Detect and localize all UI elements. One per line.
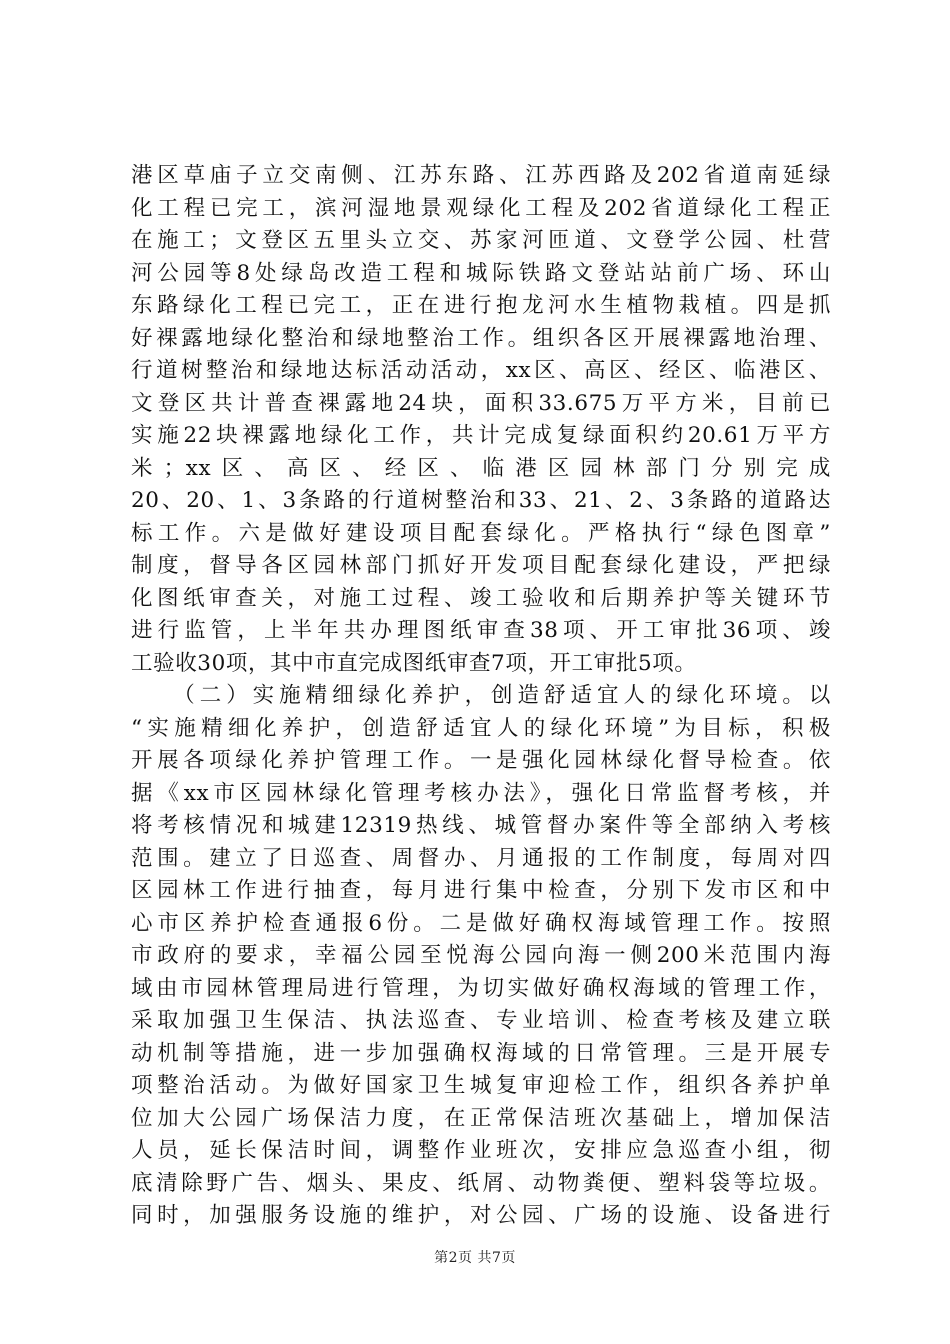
text-line: 化工程已完工，滨河湿地景观绿化工程及202省道绿化工程正 [131, 195, 831, 221]
text-line: 范围。建立了日巡查、周督办、月通报的工作制度，每周对四 [131, 845, 831, 871]
text-line: 制度，督导各区园林部门抓好开发项目配套绿化建设，严把绿 [131, 553, 831, 578]
text-line: 河公园等8处绿岛改造工程和城际铁路文登站站前广场、环山 [131, 260, 831, 286]
text-line: 域由市园林管理局进行管理，为切实做好确权海域的管理工作， [131, 975, 831, 1001]
text-line: 动机制等措施，进一步加强确权海域的日常管理。三是开展专 [131, 1040, 831, 1066]
text-line: 采取加强卫生保洁、执法巡查、专业培训、检查考核及建立联 [131, 1008, 831, 1033]
text-line: 位加大公园广场保洁力度，在正常保洁班次基础上，增加保洁 [131, 1105, 831, 1131]
text-line-paragraph-end: 工验收30项，其中市直完成图纸审查7项，开工审批5项。 [131, 650, 697, 676]
text-line: 实施22块裸露地绿化工作，共计完成复绿面积约20.61万平方 [131, 423, 831, 448]
body-text [131, 160, 831, 1233]
text-line: 项整治活动。为做好国家卫生城复审迎检工作，组织各养护单 [131, 1073, 831, 1098]
text-line: 20、20、1、3条路的行道树整治和33、21、2、3条路的道路达 [131, 488, 831, 513]
text-line: “实施精细化养护，创造舒适宜人的绿化环境”为目标，积极 [131, 715, 831, 741]
text-line: 在施工；文登区五里头立交、苏家河匝道、文登学公园、杜营 [131, 228, 831, 253]
text-line: 米；xx区、高区、经区、临港区园林部门分别完成 [131, 455, 831, 481]
text-line: 将考核情况和城建12319热线、城管督办案件等全部纳入考核 [131, 813, 831, 838]
text-line: 心市区养护检查通报6份。二是做好确权海域管理工作。按照 [131, 910, 831, 936]
text-line: 港区草庙子立交南侧、江苏东路、江苏西路及202省道南延绿 [131, 163, 831, 188]
text-line: 标工作。六是做好建设项目配套绿化。严格执行“绿色图章” [131, 520, 831, 546]
text-line: 进行监管，上半年共办理图纸审查38项、开工审批36项、竣 [131, 618, 831, 643]
text-line: 底清除野广告、烟头、果皮、纸屑、动物粪便、塑料袋等垃圾。 [131, 1170, 831, 1196]
text-line: 区园林工作进行抽查，每月进行集中检查，分别下发市区和中 [131, 878, 831, 903]
text-line: 人员，延长保洁时间，调整作业班次，安排应急巡查小组，彻 [131, 1138, 831, 1163]
text-line: 市政府的要求，幸福公园至悦海公园向海一侧200米范围内海 [131, 943, 831, 968]
text-line: 同时，加强服务设施的维护，对公园、广场的设施、设备进行 [131, 1203, 831, 1228]
text-line: 据《xx市区园林绿化管理考核办法》，强化日常监督考核，并 [131, 780, 831, 806]
text-line: 开展各项绿化养护管理工作。一是强化园林绿化督导检查。依 [131, 748, 831, 773]
text-line: 化图纸审查关，对施工过程、竣工验收和后期养护等关键环节 [131, 585, 831, 611]
text-line: 文登区共计普查裸露地24块，面积33.675万平方米，目前已 [131, 390, 831, 416]
text-line: 行道树整治和绿地达标活动活动，xx区、高区、经区、临港区、 [131, 358, 831, 383]
text-line-section-heading: （二）实施精细绿化养护，创造舒适宜人的绿化环境。以 [131, 683, 831, 708]
page-number-footer: 第2页 共7页 [434, 1250, 516, 1266]
text-line: 好裸露地绿化整治和绿地整治工作。组织各区开展裸露地治理、 [131, 325, 831, 351]
text-line: 东路绿化工程已完工，正在进行抱龙河水生植物栽植。四是抓 [131, 293, 831, 318]
